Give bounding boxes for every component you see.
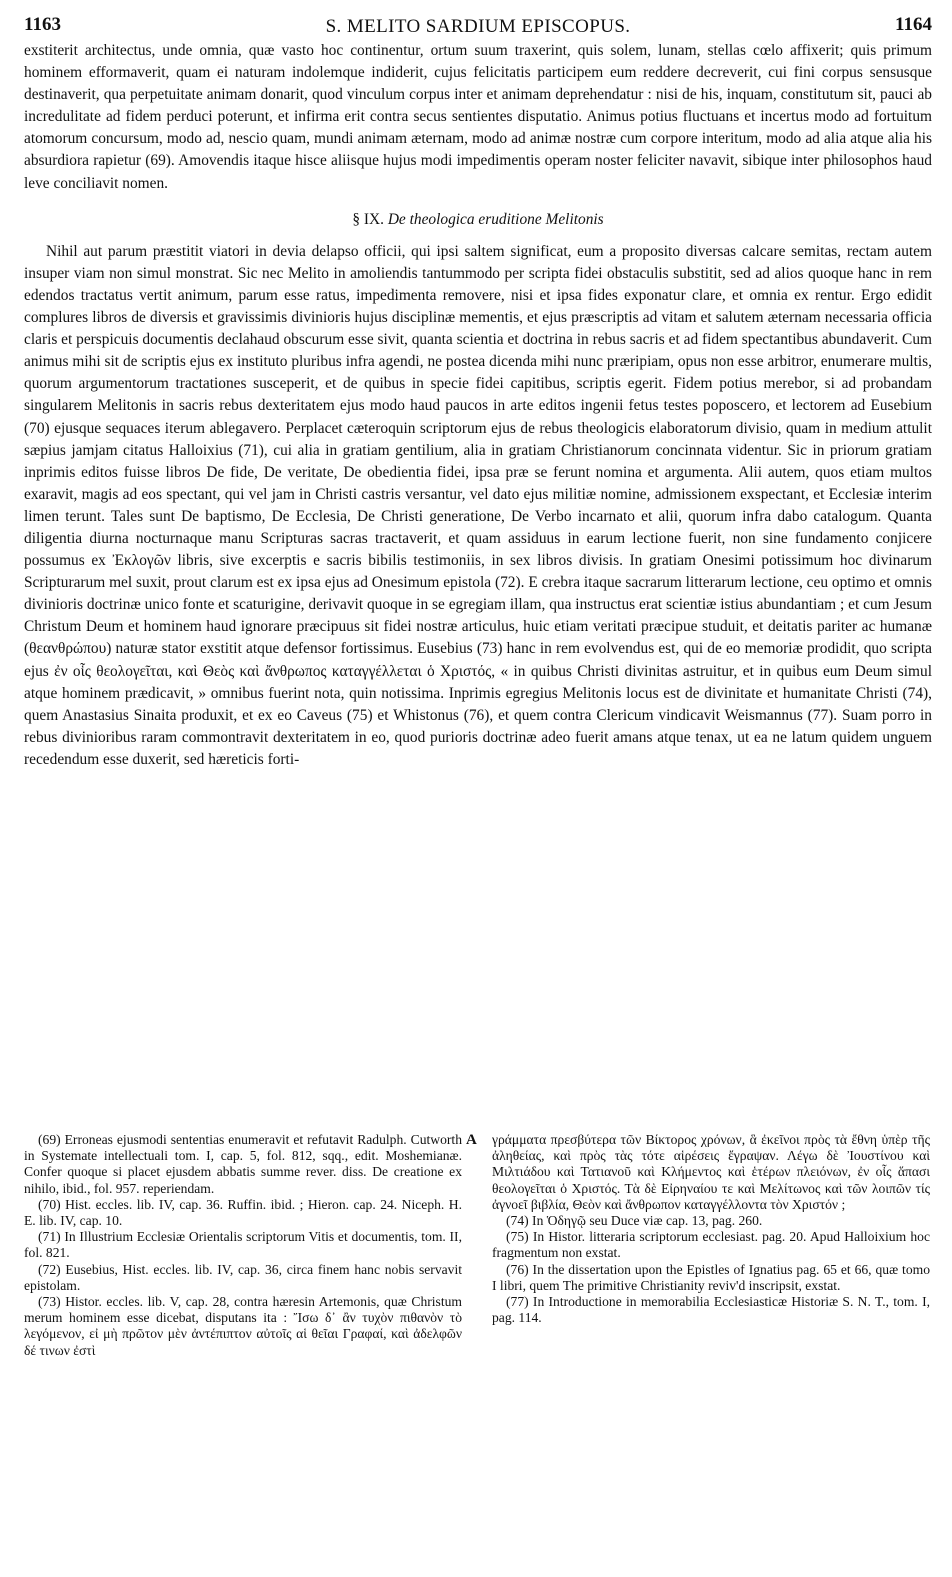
- footnotes-right-column: [492, 1132, 930, 1326]
- footnote-continuation: γράμματα πρεσβύτερα τῶν Βίκτορος χρόνων, ἃ ἐκεῖνοι πρὸς τὰ ἔθνη ὑπὲρ τῆς ἀληθείας, καὶ πρὸς τὰς τότε αἱρέσεις ἔγραψαν. Λέγω δὲ Ἰουστίνου καὶ Μιλτιάδου καὶ Τατιανοῦ καὶ Κλήμεντος καὶ ἑτέρων πλειόνων, ἐν οἷς ἅπασι θεολογεῖται ὁ Χριστός. Τὰ δὲ Εἰρηναίου τε καὶ Μελίτωνος καὶ τῶν λοιπῶν τίς ἀγνοεῖ βιβλία, Θεὸν καὶ ἄνθρωπον καταγγέλλοντα τὸν Χριστόν ;: [492, 1132, 930, 1212]
- section-number: § IX.: [352, 210, 384, 228]
- footnote: (76) In the dissertation upon the Epistles of Ignatius pag. 65 et 66, quæ tomo I libri, quem The primitive Christianity reviv'd inscripsit, exstat.: [492, 1261, 930, 1293]
- footnote: (77) In Introductione in memorabilia Ecclesiasticæ Historiæ S. N. T., tom. I, pag. 114.: [492, 1294, 930, 1326]
- footnote: (74) In Ὁδηγῷ seu Duce viæ cap. 13, pag. 260.: [506, 1213, 763, 1229]
- footnote: (75) In Histor. litteraria scriptorum ecclesiast. pag. 20. Apud Halloixium hoc fragmentum non exstat.: [492, 1229, 930, 1261]
- section-title: De theologica eruditione Melitonis: [387, 210, 604, 228]
- column-marker: A: [466, 1132, 477, 1148]
- running-title: S. MELITO SARDIUM EPISCOPUS.: [325, 16, 631, 37]
- paragraph-continuation: exstiterit architectus, unde omnia, quæ vasto hoc continentur, ortum suum traxerint, quis solem, lunam, stellas cœlo affixerit; quis primum hominem efformaverit, quam ei naturam indolemque indiderit, cujus felicitatis participem eum reddere decreverit, cui fini corpus sensusque destinaverit, qua perpetuitate animam donarit, quod vinculum corpus inter et animam deprehendatur : nisi de his, inquam, constitutum sit, pauci ab incredulitate ad fidem perduci poterunt, et infirma erit contra secus sentientes disputatio. Animus potius fluctuans et incertus modo ad fortuitum atomorum concursum, modo ad, nescio quam, mundi animam æternam, modo ad animæ nostræ cum corpore interitum, modo ad alia atque alia his absurdiora rapietur (69). Amovendis itaque hisce aliisque hujus modi impedimentis operam noster feliciter navavit, sibique inter philosophos haud leve conciliavit nomen.: [24, 42, 932, 192]
- footnotes-left-column: [24, 1132, 462, 1359]
- footnote: (70) Hist. eccles. lib. IV, cap. 36. Ruffin. ibid. ; Hieron. cap. 24. Niceph. H. E. lib. IV, cap. 10.: [24, 1196, 462, 1229]
- footnote: (72) Eusebius, Hist. eccles. lib. IV, cap. 36, circa finem hanc nobis servavit epistolam.: [24, 1261, 462, 1293]
- main-text: [24, 40, 932, 771]
- footnote: (73) Histor. eccles. lib. V, cap. 28, contra hæresin Artemonis, quæ Christum merum hominem esse dicebat, disputans ita : Ἴσω δ᾽ ἂν τυχὸν πιθανὸν τὸ λεγόμενον, εἰ μὴ πρῶτον μὲν ἀντέπιπτον αὐτοῖς αἱ θεῖαι Γραφαί, καὶ ἀδελφῶν δέ τινων ἐστὶ: [24, 1294, 462, 1358]
- footnote: (69) Erroneas ejusmodi sententias enumeravit et refutavit Radulph. Cutworth in Systemate intellectuali tom. I, cap. 5, fol. 812, sqq., edit. Moshemianæ. Confer quoque si placet ejusdem abbatis summe rever. diss. De creatione ex nihilo, ibid., fol. 957. reperiendam.: [24, 1132, 462, 1196]
- page-number-right: 1164: [895, 14, 932, 35]
- page-number-left: 1163: [24, 14, 61, 35]
- footnotes: [24, 1132, 932, 1462]
- paragraph-body: Nihil aut parum præstitit viatori in devia delapso officii, qui ipsi saltem significat, eum a proposito diversas calcare semitas, rectam autem insuper viam non simul monstrat. Sic nec Melito in amoliendis tantummodo per scripta fidei obstaculis substitit, sed ad alios quoque hanc in rem edendos tractatus vertit animum, parum esse ratus, impedimenta removere, nisi et ipsa fides exponatur clare, et omnia ex rentur. Ergo edidit complures libros de diversis et gravissimis divinioris hujus disciplinæ mementis, et ejus præscriptis ad vitam et salutem æternam necessaria officia claris et perspicuis documentis declahaud obscurum esse sivit, quanta scientia et doctrina in rebus sacris et ad fidem spectantibus abundaverit. Cum animus mihi sit de scriptis ejus ex instituto pluribus infra agendi, ne postea dicenda mihi nunc præripiam, opus non esse arbitror, enumerare multis, quorum argumentorum tractationes susceperit, et de quibus in specie fidei capitibus, scriptis egerit. Fidem potius merebor, si ad probandam singularem Melitonis in sacris rebus dexteritatem ejus modo haud paucos in arte editos ingenii fetus testes poposcero, et lectorem ad Eusebium (70) ejusque sequaces iterum ablegavero. Perplacet cæteroquin scriptorum ejus de rebus theologicis elaboratorum divisio, quam in medium attulit sæpius jamjam citatus Halloixius (71), cui alia in gratiam gentilium, alia in gratiam Christianorum concinnata videntur. Sic in priorum gratiam inprimis editos fuisse libros De fide, De veritate, De obedientia fidei, ipsa præ se ferunt nomina et argumenta. Alii autem, quos etiam multos exaravit, magis ad eos spectant, qui vel jam in Christi castris versantur, vel dato ejus militiæ nomine, admissionem exspectant, et Ecclesiæ interim limen terunt. Tales sunt De baptismo, De Ecclesia, De Christi generatione, De Verbo incarnato et alii, quorum infra dabo catalogum. Quanta diligentia diurna nocturnaque manu Scripturas sacras tractaverit, et quam assiduus in earum lectione fuerit, non sine fundamento conjicere possumus ex Ἐκλογῶν libris, sive excerptis e sacris bibilis testimoniis, in sex libros divisis. In gratiam Onesimi potissimum hoc divinarum Scripturarum mel suxit, prout clarum est ex ipsa ejus ad Onesimum epistola (72). E crebra itaque sacrarum litterarum lectione, ceu optimo et omnis divinioris doctrinæ unico fonte et scaturigine, derivavit quoque in se egregiam illam, qua instructus erat scientiæ istius abundantiam ; et cum Jesum Christum Deum et hominem haud ignorare præcipuus sit fidei nostræ articulus, huic etiam veritati præcipue studuit, et deitatis pariter ac humanæ (θεανθρώπου) naturæ stator exstitit atque defensor fortissimus. Eusebius (73) hanc in rem evolvendus est, qui de eo memoriæ prodidit, quo scripta ejus ἐν οἷς θεολογεῖται, καὶ Θεὸς καὶ ἄνθρωπος καταγγέλλεται ὁ Χριστός, « in quibus Christi divinitas astruitur, et in quibus eum Deum simul atque hominem prædicavit, » omnibus fuerint nota, quin notissima. Inprimis egregius Melitonis locus est de divinitate et humanitate Christi (74), quem Anastasius Sinaita produxit, et ex eo Caveus (75) et Whistonus (76), et quem contra Clericum vindicavit Weismannus (77). Suam porro in rebus divinioribus raram commontravit dexteritatem in eo, quod purioris doctrinæ adeo fuerit amans atque tenax, ut ea ne latum quidem unguem recedendum esse duxerit, sed hæreticis forti-: [24, 242, 932, 768]
- footnote: (71) In Illustrium Ecclesiæ Orientalis scriptorum Vitis et documentis, tom. II, fol. 821.: [24, 1229, 462, 1261]
- section-heading: [24, 209, 932, 231]
